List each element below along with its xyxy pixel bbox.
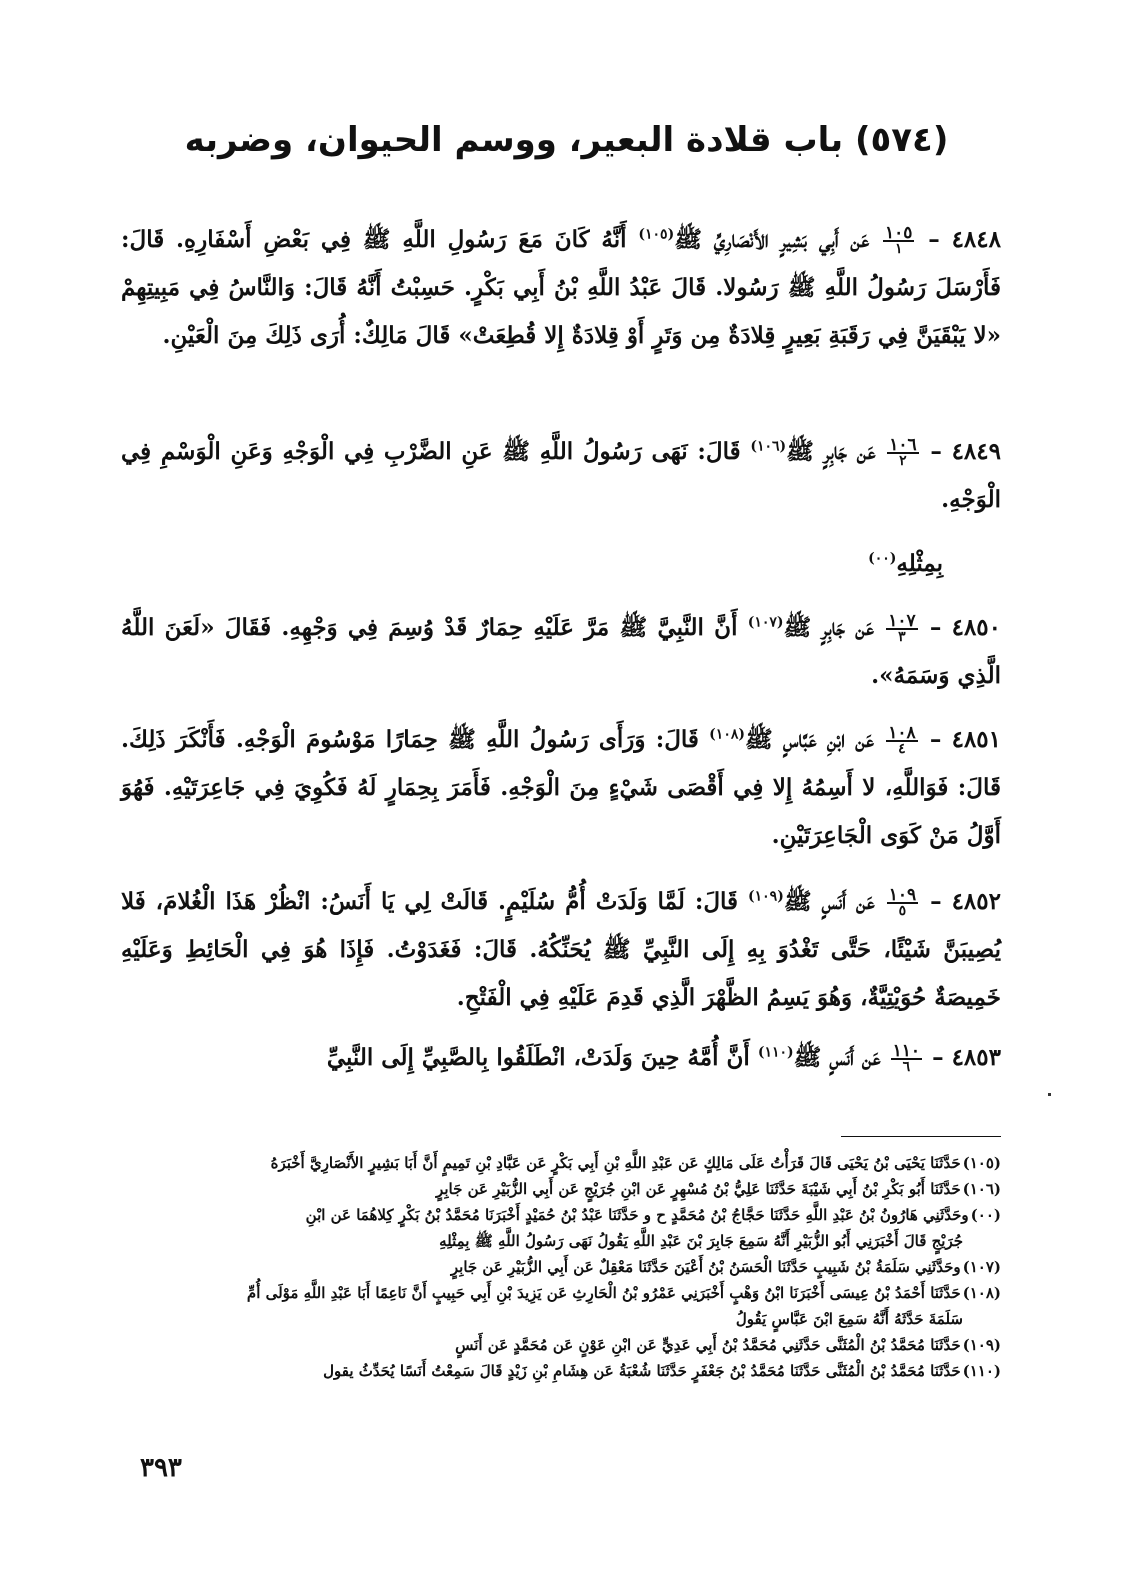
mithlihi-line (63, 540, 943, 588)
footnotes (121, 1150, 1001, 1384)
hadith-fraction (887, 435, 918, 469)
footnote-text: حَدَّثَنَا أَبُو بَكْرِ بْنُ أَبِي شَيْبَةَ حَدَّثَنَا عَلِيُّ بْنُ مُسْهِرٍ عَن ابْنِ جُرَيْجٍ عَن أَبِي الزُّبَيْرِ عَن جَابِرٍ (436, 1180, 961, 1198)
fraction-bottom: ٤ (898, 741, 906, 757)
footnote-text: حَدَّثَنَا مُحَمَّدُ بْنُ الْمُثَنَّى حَدَّثَنِي مُحَمَّدُ بْنُ أَبِي عَدِيٍّ عَن ابْنِ عَوْنٍ عَن مُحَمَّدٍ عَن أَنَسٍ (455, 1336, 961, 1354)
hadith-lead: عَن جَابِرٍ ﷺ (783, 614, 874, 641)
hadith-text: أَنَّ النَّبِيَّ ﷺ مَرَّ عَلَيْهِ حِمَارٌ قَدْ وُسِمَ فِي وَجْهِهِ. فَقَالَ «لَعَنَ اللَّهُ الَّذِي وَسَمَهُ». (121, 614, 1001, 689)
hadith-fraction (891, 1041, 922, 1075)
hadith-fraction (886, 611, 917, 645)
footnote-110 (121, 1358, 1001, 1384)
fraction-bottom: ٥ (898, 903, 907, 919)
margin-mark (1048, 1093, 1051, 1096)
footnote-text: وحَدَّثَنِي سَلَمَةُ بْنُ شَبِيبٍ حَدَّثَنَا الْحَسَنُ بْنُ أَعْيَنَ حَدَّثَنَا مَعْقِلٌ عَن أَبِي الزُّبَيْرِ عَن جَابِرٍ (450, 1258, 961, 1276)
hadith-lead: عَن أَنَسٍ ﷺ (783, 888, 875, 915)
hadith-number: ٤٨٤٩ (951, 438, 1001, 465)
fraction-bottom: ١ (894, 241, 903, 257)
hadith-text: قَالَ: لَمَّا وَلَدَتْ أُمُّ سُلَيْمٍ. قَالَتْ لِي يَا أَنَسُ: انْظُرْ هَذَا الْغُلامَ، فَلا يُصِيبَنَّ شَيْئًا، حَتَّى تَغْدُوَ بِهِ إِلَى النَّبِيِّ ﷺ يُحَنِّكُهُ. قَالَ: فَغَدَوْتُ. فَإِذَا هُوَ فِي الْحَائِطِ وَعَلَيْهِ خَمِيصَةٌ حُوَيْتِيَّةٌ، وَهُوَ يَسِمُ الظَّهْرَ الَّذِي قَدِمَ عَلَيْهِ فِي الْفَتْحِ. (121, 888, 1001, 1011)
hadith-fraction (887, 885, 918, 919)
hadith-text: قَالَ: وَرَأَى رَسُولُ اللَّهِ ﷺ حِمَارًا مَوْسُومَ الْوَجْهِ. فَأَنْكَرَ ذَلِكَ. قَالَ: فَوَاللَّهِ، لا أَسِمُهُ إِلا فِي أَقْصَى شَيْءٍ مِنَ الْوَجْهِ. فَأَمَرَ بِحِمَارٍ لَهُ فَكُوِيَ فِي جَاعِرَتَيْهِ. فَهُوَ أَوَّلُ مَنْ كَوَى الْجَاعِرَتَيْنِ. (121, 726, 1001, 849)
footnote-ref[interactable]: (٠٠) (868, 550, 897, 567)
footnote-text: حَدَّثَنَا يَحْيَى بْنُ يَحْيَى قَالَ قَرَأْتُ عَلَى مَالِكٍ عَن عَبْدِ اللَّهِ بْنِ أَبِي بَكْرٍ عَن عَبَّادِ بْنِ تَمِيمٍ أَنَّ أَبَا بَشِيرٍ الأَنْصَارِيَّ أَخْبَرَهُ (270, 1154, 961, 1172)
fraction-top: ١٠٧ (888, 611, 916, 631)
hadith-fraction (886, 723, 917, 757)
footnote-108 (121, 1280, 1001, 1332)
footnote-ref[interactable]: (١٠٦) (750, 438, 787, 455)
footnote-ref[interactable]: (١١٠) (757, 1044, 794, 1061)
fraction-top: ١٠٨ (888, 723, 916, 743)
hadith-number: ٤٨٤٨ (951, 226, 1001, 253)
footnote-text: حَدَّثَنَا مُحَمَّدُ بْنُ الْمُثَنَّى حَدَّثَنَا مُحَمَّدُ بْنُ جَعْفَرٍ حَدَّثَنَا شُعْبَةُ عَن هِشَامِ بْنِ زَيْدٍ قَالَ سَمِعْتُ أَنَسًا يُحَدِّثُ يقول (323, 1362, 961, 1380)
footnote-ref[interactable]: (١٠٥) (638, 226, 675, 243)
footnote-number: (١٠٨) (962, 1284, 1001, 1302)
hadith-4853: ٤٨٥٣ – $\frac{١١٠}{٦}$ عَن أَنَسٍ ﷺ$^{(١١٠)}$ أَنَّ أُمَّهُ حِينَ وَلَدَتْ، انْطَلَقُوا بِالصَّبِيِّ إِلَى النَّبِيِّ (326, 1041, 1001, 1075)
footnote-ref[interactable]: (١٠٩) (748, 888, 784, 905)
page-number: ٣٩٣ (140, 1453, 182, 1483)
footnote-number: (١٠٥) (962, 1154, 1001, 1172)
footnote-divider (841, 1136, 1001, 1137)
footnote-106 (121, 1176, 1001, 1202)
hadith-number: ٤٨٥١ (951, 726, 1002, 753)
hadith-4848: ٤٨٤٨ – $\frac{١٠٥}{١}$ عَن أَبِي بَشِيرٍ الأَنْصَارِيِّ ﷺ$^{(١٠٥)}$ أَنَّهُ كَانَ مَعَ رَسُولِ اللَّهِ ﷺ فِي بَعْضِ أَسْفَارِهِ. قَالَ: فَأَرْسَلَ رَسُولُ اللَّهِ ﷺ رَسُولا. قَالَ عَبْدُ اللَّهِ بْنُ أَبِي بَكْرٍ. حَسِبْتُ أَنَّهُ قَالَ: وَالنَّاسُ فِي مَبِيتِهِمْ «لا يَبْقَيَنَّ فِي رَقَبَةِ بَعِيرٍ قِلادَةٌ مِن وَتَرٍ أَوْ قِلادَةٌ إِلا قُطِعَتْ» قَالَ مَالِكٌ: أُرَى ذَلِكَ مِنَ الْعَيْنِ. (121, 223, 1001, 349)
chapter-title: (٥٧٤) باب قلادة البعير، ووسم الحيوان، وضربه (184, 120, 949, 160)
hadith-4851: ٤٨٥١ – $\frac{١٠٨}{٤}$ عَن ابْنِ عَبَّاسٍ ﷺ$^{(١٠٨)}$ قَالَ: وَرَأَى رَسُولُ اللَّهِ ﷺ حِمَارًا مَوْسُومَ الْوَجْهِ. فَأَنْكَرَ ذَلِكَ. قَالَ: فَوَاللَّهِ، لا أَسِمُهُ إِلا فِي أَقْصَى شَيْءٍ مِنَ الْوَجْهِ. فَأَمَرَ بِحِمَارٍ لَهُ فَكُوِيَ فِي جَاعِرَتَيْهِ. فَهُوَ أَوَّلُ مَنْ كَوَى الْجَاعِرَتَيْنِ. (121, 723, 1002, 849)
footnote-105 (121, 1150, 1001, 1176)
fraction-top: ١٠٦ (889, 435, 917, 455)
footnote-number: (٠٠) (970, 1206, 1001, 1224)
hadith-4852: ٤٨٥٢ – $\frac{١٠٩}{٥}$ عَن أَنَسٍ ﷺ$^{(١٠٩)}$ قَالَ: لَمَّا وَلَدَتْ أُمُّ سُلَيْمٍ. قَالَتْ لِي يَا أَنَسُ: انْظُرْ هَذَا الْغُلامَ، فَلا يُصِيبَنَّ شَيْئًا، حَتَّى تَغْدُوَ بِهِ إِلَى النَّبِيِّ ﷺ يُحَنِّكُهُ. قَالَ: فَغَدَوْتُ. فَإِذَا هُوَ فِي الْحَائِطِ وَعَلَيْهِ خَمِيصَةٌ حُوَيْتِيَّةٌ، وَهُوَ يَسِمُ الظَّهْرَ الَّذِي قَدِمَ عَلَيْهِ فِي الْفَتْحِ. (121, 885, 1001, 1011)
hadith-fraction (883, 223, 914, 257)
footnote-number: (١١٠) (962, 1362, 1001, 1380)
hadith-lead: عَن أَنَسٍ ﷺ (793, 1044, 881, 1071)
hadith-number: ٤٨٥٣ (951, 1044, 1001, 1071)
fraction-top: ١٠٥ (885, 223, 913, 243)
hadith-number: ٤٨٥٠ (951, 614, 1002, 641)
footnote-continuation: جُرَيْجٍ قَالَ أَخْبَرَنِي أَبُو الزُّبَيْرِ أَنَّهُ سَمِعَ جَابِرَ بْنَ عَبْدِ اللَّهِ يَقُولُ نَهَى رَسُولُ اللَّهِ ﷺ بِمِثْلِهِ (439, 1232, 963, 1250)
hadith-text: أَنَّهُ كَانَ مَعَ رَسُولِ اللَّهِ ﷺ فِي بَعْضِ أَسْفَارِهِ. قَالَ: فَأَرْسَلَ رَسُولُ اللَّهِ ﷺ رَسُولا. قَالَ عَبْدُ اللَّهِ بْنُ أَبِي بَكْرٍ. حَسِبْتُ أَنَّهُ قَالَ: وَالنَّاسُ فِي مَبِيتِهِمْ «لا يَبْقَيَنَّ فِي رَقَبَةِ بَعِيرٍ قِلادَةٌ مِن وَتَرٍ أَوْ قِلادَةٌ إِلا قُطِعَتْ» قَالَ مَالِكٌ: أُرَى ذَلِكَ مِنَ الْعَيْنِ. (121, 226, 1001, 349)
footnote-number: (١٠٩) (962, 1336, 1001, 1354)
hadith-4850: ٤٨٥٠ – $\frac{١٠٧}{٣}$ عَن جَابِرٍ ﷺ$^{(١٠٧)}$ أَنَّ النَّبِيَّ ﷺ مَرَّ عَلَيْهِ حِمَارٌ قَدْ وُسِمَ فِي وَجْهِهِ. فَقَالَ «لَعَنَ اللَّهُ الَّذِي وَسَمَهُ». (121, 611, 1002, 689)
fraction-bottom: ٣ (898, 629, 906, 645)
footnote-number: (١٠٦) (962, 1180, 1001, 1198)
mithlihi-text: بِمِثْلِهِ (896, 550, 943, 577)
footnote-ref[interactable]: (١٠٧) (747, 614, 784, 631)
fraction-bottom: ٦ (902, 1059, 911, 1075)
fraction-top: ١٠٩ (888, 885, 917, 905)
footnote-109 (121, 1332, 1001, 1358)
hadith-text: قَالَ: نَهَى رَسُولُ اللَّهِ ﷺ عَنِ الضَّرْبِ فِي الْوَجْهِ وَعَنِ الْوَسْمِ فِي الْوَجْهِ. (121, 438, 1001, 513)
hadith-lead: عَن ابْنِ عَبَّاسٍ ﷺ (744, 726, 874, 753)
fraction-bottom: ٢ (899, 453, 907, 469)
hadith-4849: ٤٨٤٩ – $\frac{١٠٦}{٢}$ عَن جَابِرٍ ﷺ$^{(١٠٦)}$ قَالَ: نَهَى رَسُولُ اللَّهِ ﷺ عَنِ الضَّرْبِ فِي الْوَجْهِ وَعَنِ الْوَسْمِ فِي الْوَجْهِ. (121, 435, 1001, 513)
footnote-107 (121, 1254, 1001, 1280)
footnote-text: حَدَّثَنَا أَحْمَدُ بْنُ عِيسَى أَخْبَرَنَا ابْنُ وَهْبٍ أَخْبَرَنِي عَمْرُو بْنُ الْحَارِثِ عَن يَزِيدَ بْنِ أَبِي حَبِيبٍ أَنَّ نَاعِمًا أَبَا عَبْدِ اللَّهِ مَوْلَى أُمِّ (246, 1284, 961, 1302)
footnote-00 (121, 1202, 1001, 1254)
fraction-top: ١١٠ (892, 1041, 921, 1061)
hadith-number: ٤٨٥٢ (951, 888, 1001, 915)
footnote-text: وحَدَّثَنِي هَارُونُ بْنُ عَبْدِ اللَّهِ حَدَّثَنَا حَجَّاجُ بْنُ مُحَمَّدٍ ح و حَدَّثَنَا عَبْدُ بْنُ حُمَيْدٍ أَخْبَرَنَا مُحَمَّدُ بْنُ بَكْرٍ كِلاهُمَا عَن ابْنِ (305, 1206, 969, 1224)
hadith-lead: عَن أَبِي بَشِيرٍ الأَنْصَارِيِّ ﷺ (674, 226, 870, 253)
hadith-text: أَنَّ أُمَّهُ حِينَ وَلَدَتْ، انْطَلَقُوا بِالصَّبِيِّ إِلَى النَّبِيِّ (326, 1044, 750, 1071)
footnote-ref[interactable]: (١٠٨) (709, 726, 745, 743)
footnote-number: (١٠٧) (962, 1258, 1001, 1276)
footnote-continuation: سَلَمَةَ حَدَّثَهُ أَنَّهُ سَمِعَ ابْنَ عَبَّاسٍ يَقُولُ (735, 1310, 963, 1328)
hadith-lead: عَن جَابِرٍ ﷺ (786, 438, 876, 465)
